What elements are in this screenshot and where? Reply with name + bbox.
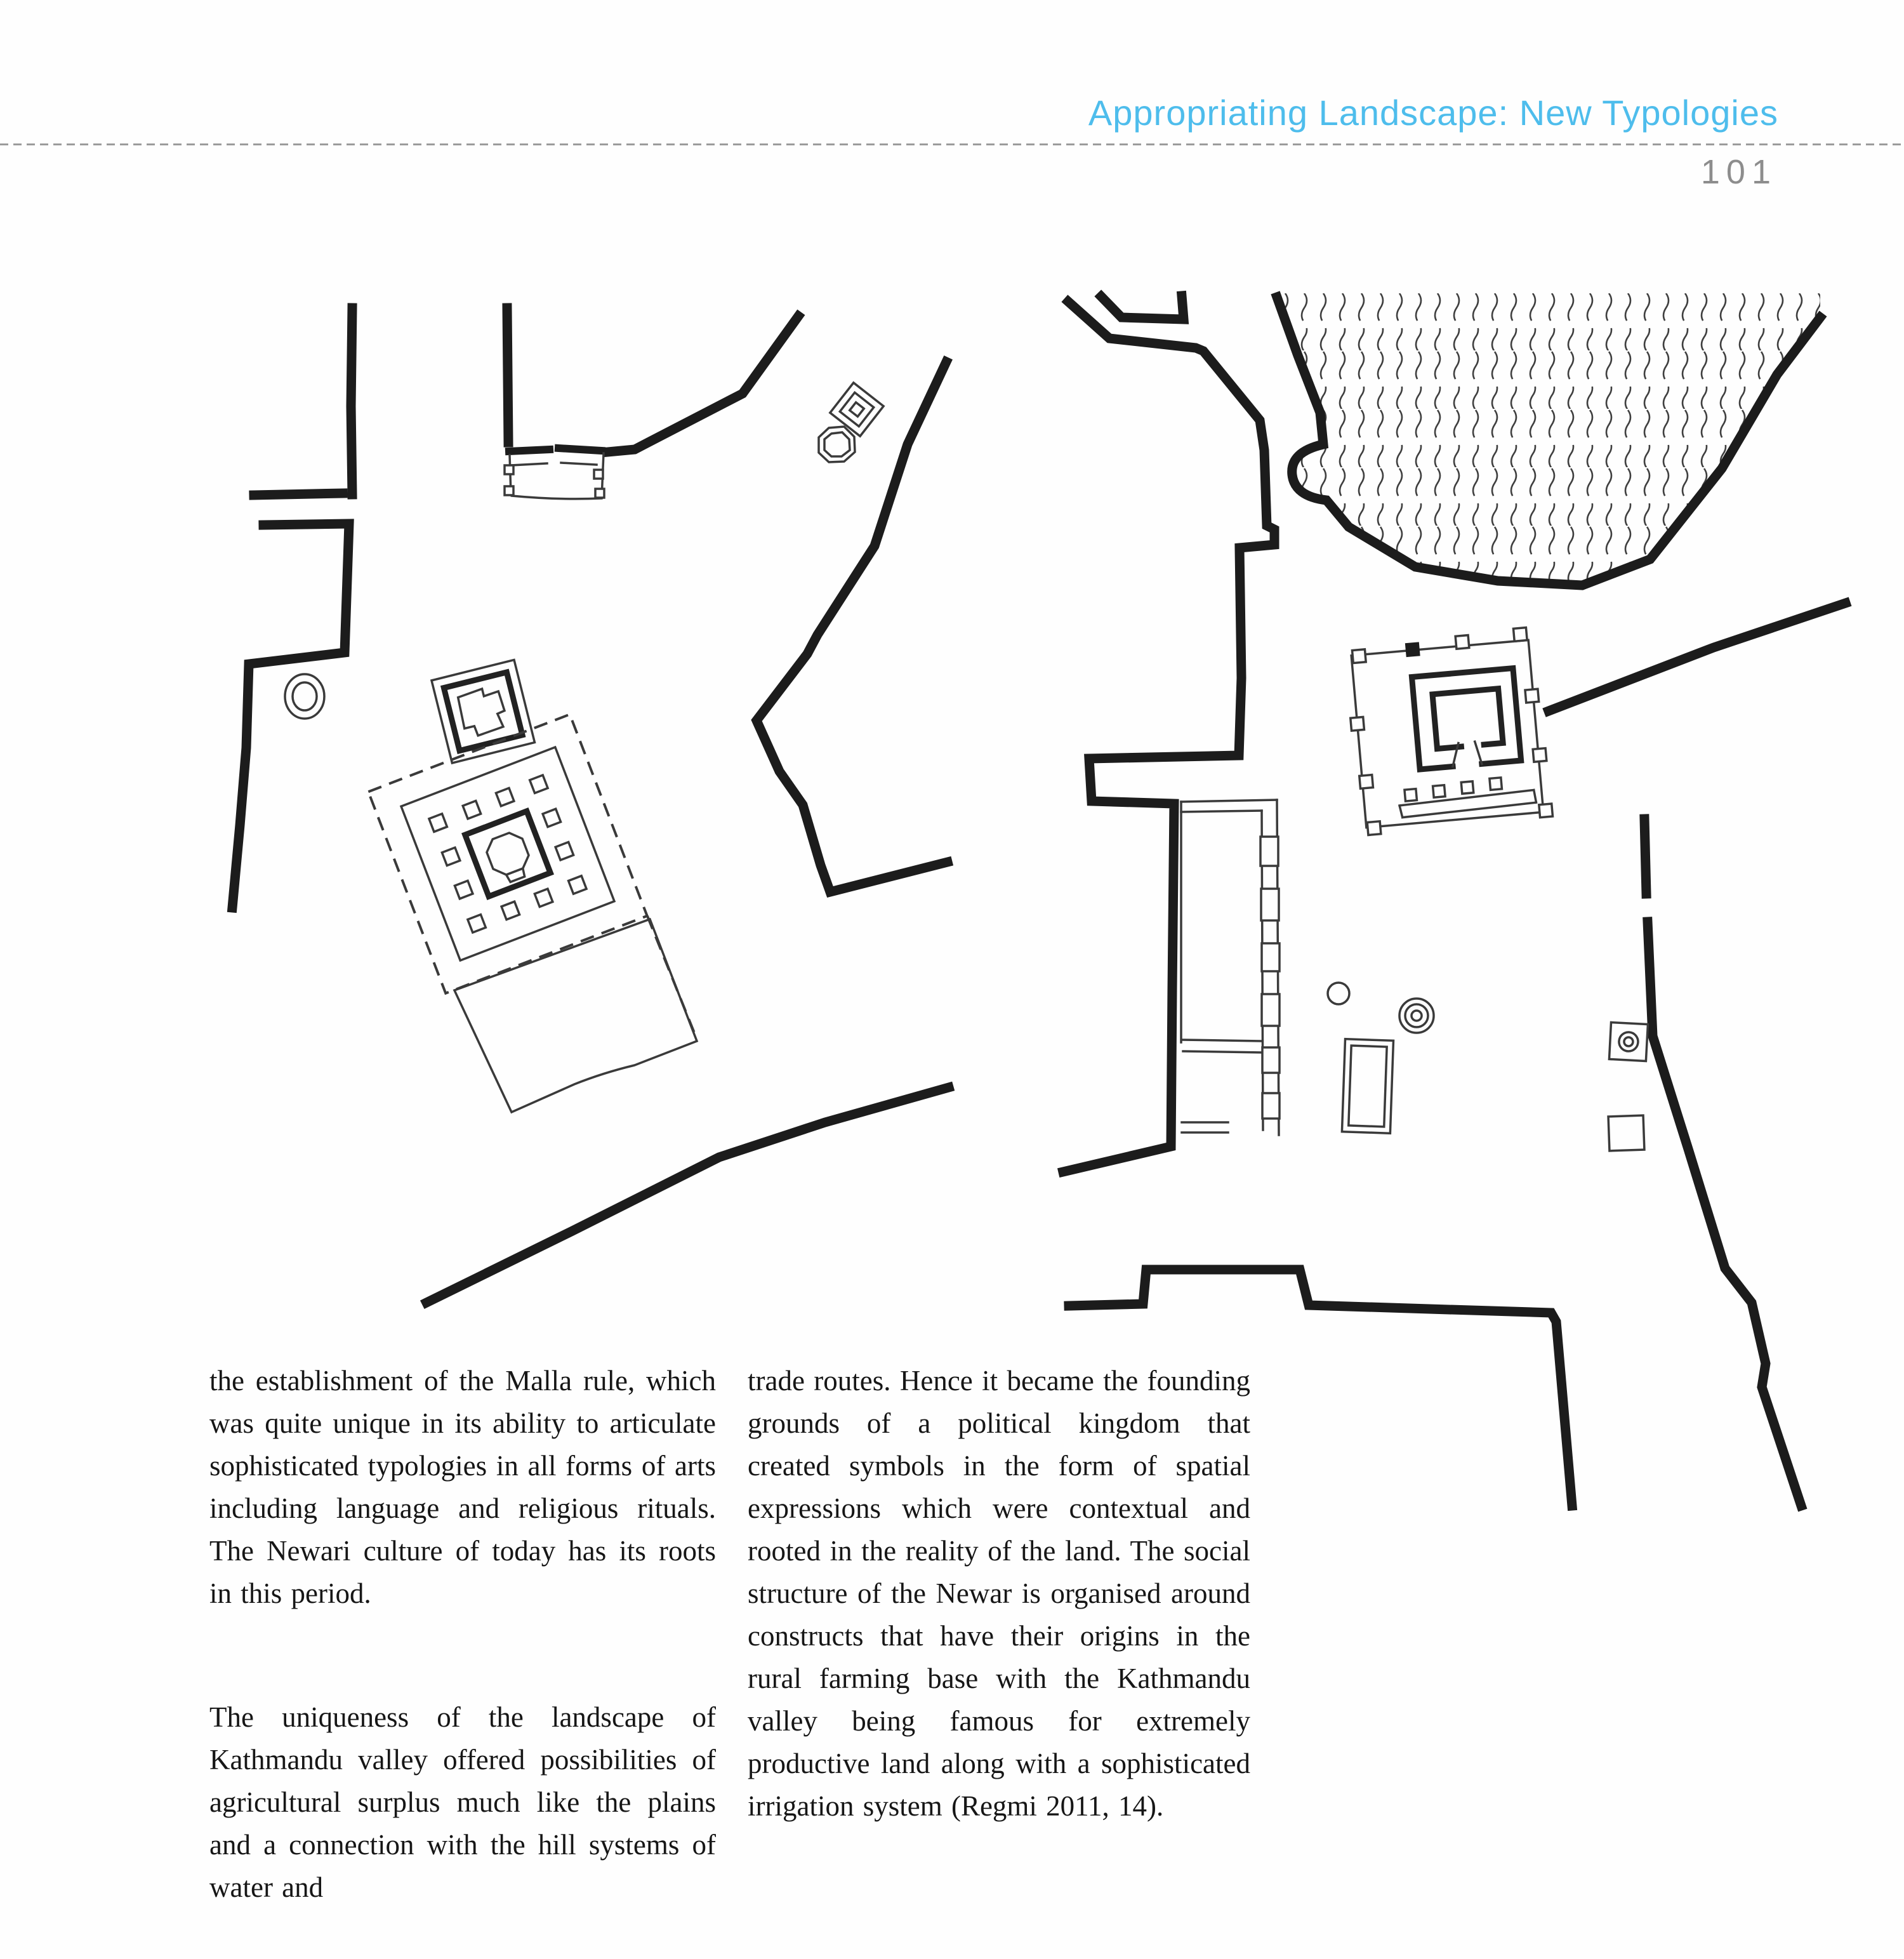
rest-house-plan [505, 448, 604, 499]
lower-temple-precinct [368, 714, 647, 993]
page-number: 101 [1700, 153, 1777, 191]
header-divider [0, 143, 1904, 145]
text-column-left [209, 1360, 716, 1909]
figure-left-plan [216, 279, 965, 1320]
text-column-right [748, 1360, 1250, 1828]
pond [1277, 293, 1820, 585]
paragraph: trade routes. Hence it became the founding grounds of a political kingdom that created symbols in the form of spatial expressions which were contextual and rooted in the reality of the land. The social structure of the Newar is organised around constructs that have their origins in the rural farming base with the Kathmandu valley being famous for extremely productive land along with a sophisticated irrigation system (Regmi 2011, 14). [748, 1365, 1250, 1822]
figure-right-plan [1047, 279, 1860, 1517]
stone-shrine [1609, 1023, 1648, 1061]
precinct-dashed-boundary [368, 714, 647, 993]
page-title: Appropriating Landscape: New Typologies [1088, 93, 1778, 133]
arcade-building [1181, 800, 1279, 1135]
central-shrine [465, 811, 550, 896]
paragraph: The uniqueness of the landscape of Kathmandu valley offered possibilities of agricultural surplus much like the plains and a connection with the hill systems of water and [209, 1701, 716, 1903]
small-well [1328, 983, 1349, 1004]
left-plan-drawing [216, 279, 965, 1320]
central-temple-plan [1344, 627, 1552, 835]
well [285, 674, 324, 719]
small-platform [1608, 1115, 1644, 1151]
octagonal-shrine [819, 427, 855, 462]
sunken-tank [1342, 1039, 1393, 1134]
column-ring [429, 775, 586, 933]
paragraph: the establishment of the Malla rule, which was quite unique in its ability to articulate sophisticated typologies in all forms of arts including language and religious rituals. The Newari culture of today has its roots in this period. [209, 1365, 716, 1609]
right-plan-drawing [1047, 279, 1860, 1517]
spout-shrine [1399, 999, 1434, 1033]
